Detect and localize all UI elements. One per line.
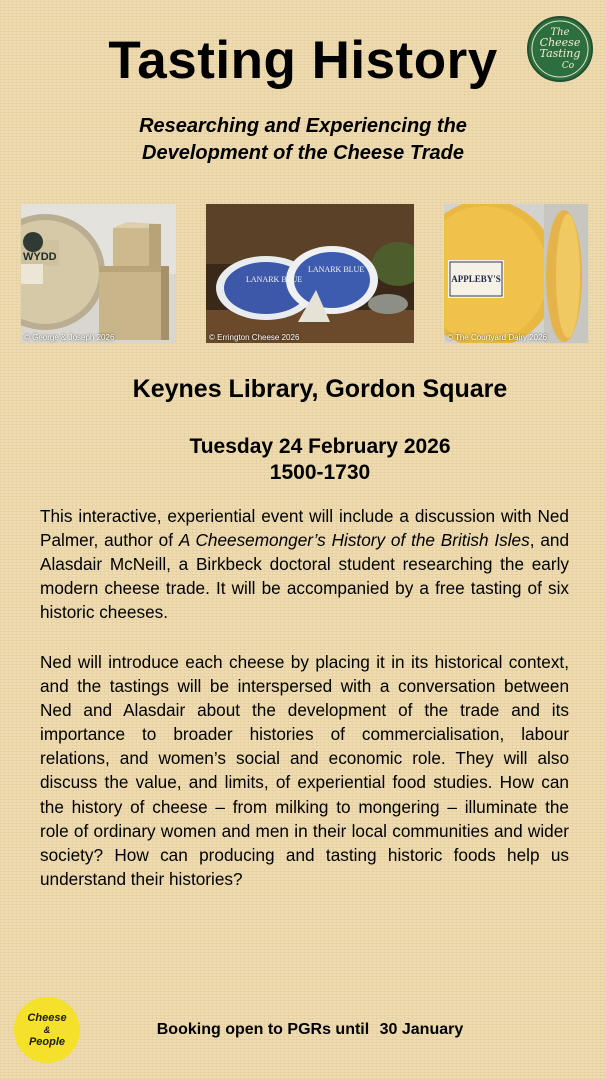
event-datetime bbox=[0, 434, 606, 486]
cheese-label-wydd: WYDD bbox=[23, 251, 57, 263]
logo-people-line-1: Cheese bbox=[27, 1012, 67, 1024]
event-venue: Keynes Library, Gordon Square bbox=[132, 375, 508, 403]
cheese-photo-1-image bbox=[21, 204, 176, 343]
cheese-tasting-co-logo-mark bbox=[529, 18, 591, 80]
photo-credit-3: © The Courtyard Dairy 2026 bbox=[447, 333, 548, 342]
booking-text: Booking open to PGRs until bbox=[156, 1021, 374, 1038]
page-subtitle bbox=[0, 113, 606, 167]
cheese-label-applebys: APPLEBY'S bbox=[451, 274, 501, 284]
cheese-photo-2-image bbox=[206, 204, 414, 343]
cheese-photo-1 bbox=[21, 204, 176, 343]
logo-word-tasting: Tasting bbox=[539, 47, 581, 60]
cheese-tasting-co-logo bbox=[527, 16, 593, 82]
description-paragraph-1 bbox=[40, 504, 569, 624]
logo-people-ampersand: & bbox=[43, 1025, 51, 1035]
cheese-photo-3 bbox=[444, 204, 588, 343]
cheese-label-lanark-blue-1: LANARK BLUE bbox=[246, 275, 303, 284]
event-date: Tuesday 24 February 2026 bbox=[189, 435, 451, 458]
subtitle-line-2: Development of the Cheese Trade bbox=[142, 142, 464, 164]
book-title: A Cheesemonger’s History of the British Isles bbox=[178, 530, 530, 551]
description-intro: This interactive, experiential event will include a discussion with Ned Palmer, author of bbox=[40, 506, 569, 551]
description-paragraph-2: Ned will introduce each cheese by placing it in its historical context, and the tastings will be interspersed with a conversation between Ned and Alasdair about the development of the trade and its importance to broader histories of commercialisation, labour relations, and women’s social and economic role. They will also discuss the value, and limits, of experiential food studies. How can the history of cheese – from milking to mongering – illuminate the role of ordinary women and men in their local communities and wider society? How can producing and tasting historic foods help us understand their histories? bbox=[40, 652, 569, 889]
booking-info bbox=[0, 1021, 606, 1039]
cheese-photo-2 bbox=[206, 204, 414, 343]
photo-credit-2: © Errington Cheese 2026 bbox=[209, 333, 300, 342]
cheese-photo-3-image bbox=[444, 204, 588, 343]
page-title: Tasting History bbox=[108, 31, 498, 90]
photo-credit-1: © George & Joseph 2026 bbox=[24, 333, 115, 342]
logo-people-line-3: People bbox=[28, 1036, 66, 1048]
description-rest: , and Alasdair McNeill, a Birkbeck doctoral student researching the early modern cheese trade. It will be accompanied by a free tasting of six historic cheeses. bbox=[40, 530, 570, 623]
cheese-label-lanark-blue-2: LANARK BLUE bbox=[308, 265, 365, 274]
event-time: 1500-1730 bbox=[269, 461, 371, 484]
logo-word-co: Co bbox=[561, 61, 575, 71]
logo-word-the: The bbox=[550, 27, 570, 38]
subtitle-line-1: Researching and Experiencing the bbox=[139, 115, 467, 137]
booking-deadline: 30 January bbox=[379, 1021, 464, 1038]
logo-word-cheese: Cheese bbox=[539, 36, 581, 49]
